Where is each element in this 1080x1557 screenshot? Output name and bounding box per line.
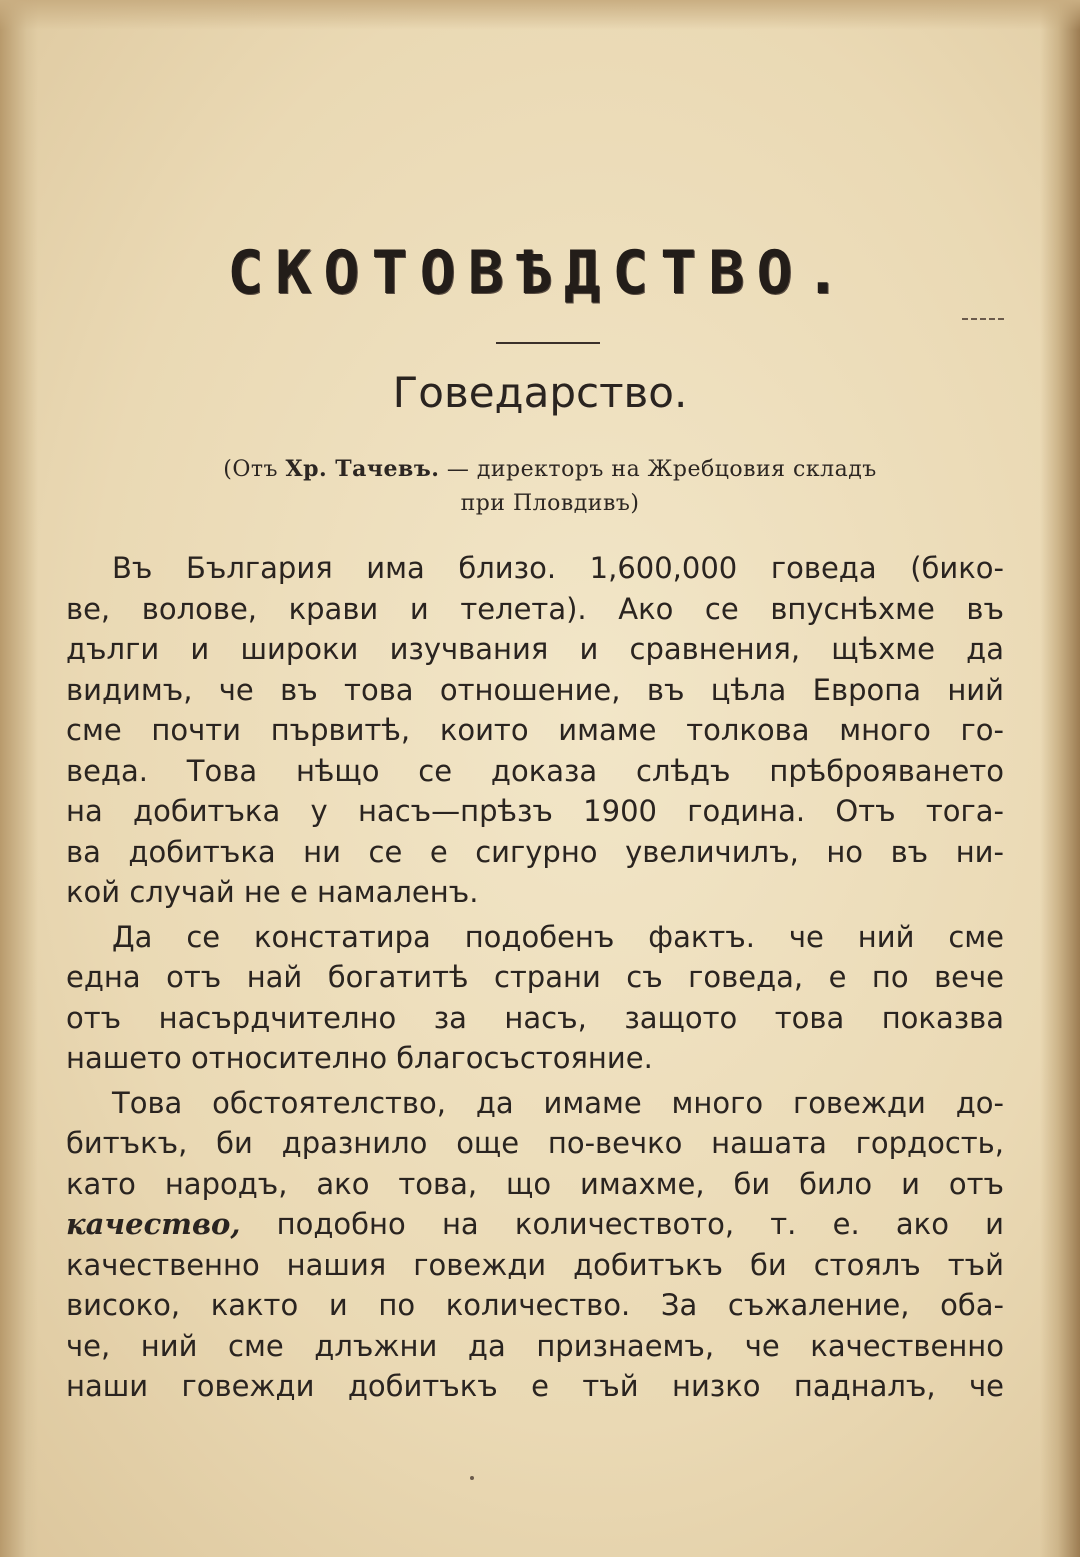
text-line: като народъ, ако това, що имахме, би било и отъ [66,1166,1004,1201]
page-shadow-left [0,0,38,1557]
text-line: ва добитъка ни се е сигурно увеличилъ, но въ ни- [66,834,1004,869]
article-title: Говедарство. [392,368,688,417]
paragraph-2 [66,917,1004,1079]
byline [100,452,1000,521]
text-line: отъ насърдчително за насъ, защото това показва [66,1000,1004,1035]
text-line: ве, волове, крави и телета). Ако се впуснѣхме въ [66,591,1004,626]
byline-prefix: (Отъ [223,457,279,482]
text-line: битъкъ, би дразнило още по-вечко нашата гордость, [66,1126,1004,1160]
text-line: сме почти първитѣ, които имаме толкова много го- [66,713,1004,747]
paragraph-3 [66,1083,1004,1407]
text-line: кой случай не е намаленъ. [66,875,479,909]
text-line: дълги и широки изучвания и сравнения, щѣхме да [66,632,1004,666]
heading-rule [496,342,600,344]
article-body [66,548,1004,1407]
text-line: качественно нашия говежди добитъкъ би стоялъ тъй [66,1247,1004,1282]
byline-suffix: — директоръ на Жребцовия складъ [446,457,877,482]
page-shadow-top [0,0,1080,30]
text-line: една отъ най богатитѣ страни съ говеда, е по вече [66,960,1004,994]
text-line: наши говежди добитъкъ е тъй низко падналъ, че [66,1369,1004,1403]
text-line: високо, както и по количество. За съжаление, оба- [66,1288,1004,1322]
emphasized-word: качество, [66,1207,241,1241]
text-line: че, ний сме длъжни да признаемъ, че качественно [66,1328,1004,1363]
paragraph-1 [66,548,1004,913]
section-heading: СКОТОВѢДСТВО. [227,238,853,308]
text-line: нашето относително благосъстояние. [66,1041,653,1075]
text-line: на добитъка у насъ—прѣзъ 1900 година. Отъ тога- [66,794,1004,828]
text-line: Въ България има близо. 1,600,000 говеда (бико- [112,551,1004,585]
text-line: видимъ, че въ това отношение, въ цѣла Европа ний [66,672,1004,707]
text-line: веда. Това нѣщо се доказа слѣдъ прѣброяването [66,753,1004,788]
text-line: Да се констатира подобенъ фактъ. че ний сме [112,919,1004,954]
ink-speck [470,1476,474,1480]
text-fragment: подобно на количеството, т. е. ако и [276,1207,1005,1241]
text-line [66,1204,1004,1245]
margin-mark [962,318,1004,322]
page-shadow-right [1040,0,1080,1557]
byline-line2: при Пловдивъ) [460,491,640,516]
byline-author: Хр. Тачевъ. [285,456,440,482]
text-line: Това обстоятелство, да имаме много говежди до- [112,1085,1004,1120]
